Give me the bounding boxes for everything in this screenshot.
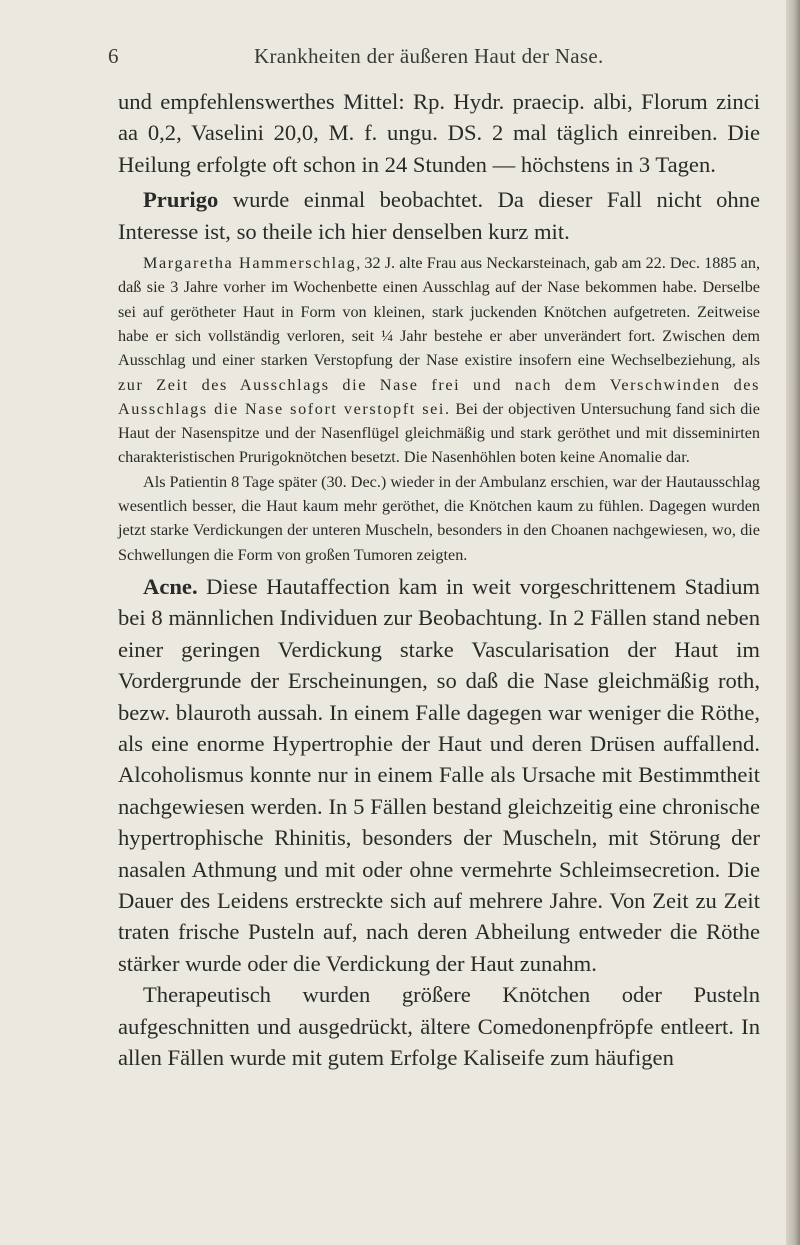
case-text-b: Bei der objectiven Untersuchung fand sich die Haut der Nasenspitze und der Nasenflügel gleichmäßig und stark geröthet und mit disseminirten charakteristischen Prurigoknötchen besetzt. Die Nasenhöhlen boten keine Anomalie dar. (118, 399, 760, 467)
page-number: 6 (108, 44, 119, 68)
patient-name: Margaretha Hammerschlag (143, 254, 357, 273)
paragraph-acne (118, 571, 760, 979)
page-body (118, 86, 760, 1073)
term-acne: Acne. (143, 573, 198, 599)
paragraph-therapy-continuation: und empfehlenswerthes Mittel: Rp. Hydr. praecip. albi, Florum zinci aa 0,2, Vaselini 20,0, M. f. ungu. DS. 2 mal täglich einreiben. Die Heilung erfolgte oft schon in 24 Stunden — höchstens in 3 Tagen. (118, 89, 760, 177)
paragraph-followup: Als Patientin 8 Tage später (30. Dec.) wieder in der Ambulanz erschien, war der Hautausschlag wesentlich besser, die Haut kaum mehr geröthet, die Knötchen kaum zu fühlen. Dagegen wurden jetzt starke Verdickungen der unteren Muscheln, besonders in den Choanen nachgewiesen, wo, die Schwellungen die Form von großen Tumoren zeigten. (118, 472, 760, 564)
running-title: Krankheiten der äußeren Haut der Nase. (254, 44, 604, 68)
acne-text: Diese Hautaffection kam in weit vorgeschrittenem Stadium bei 8 männlichen Individuen zur Beobachtung. In 2 Fällen stand neben einer geringen Verdickung starke Vascularisation der Haut im Vordergrunde der Erscheinungen, so daß die Nase gleichmäßig roth, bezw. blauroth aussah. In einem Falle dagegen war weniger die Röthe, als eine enorme Hypertrophie der Haut und deren Drüsen auffallend. Alcoholismus konnte nur in einem Falle als Ursache mit Bestimmtheit nachgewiesen werden. In 5 Fällen bestand gleichzeitig eine chronische hypertrophische Rhinitis, besonders der Muscheln, mit Störung der nasalen Athmung und mit oder ohne vermehrte Schleimsecretion. Die Dauer des Leidens erstreckte sich auf mehrere Jahre. Von Zeit zu Zeit traten frische Pusteln auf, nach deren Abheilung entweder die Röthe stärker wurde oder die Verdickung der Haut zunahm. (118, 573, 760, 976)
page-header (0, 44, 786, 74)
paragraph-prurigo (118, 184, 760, 247)
case-text-emphasis: zur Zeit des Ausschlags die Nase frei und nach dem Verschwinden des Ausschlags die Nase sofort verstopft sei. (118, 375, 760, 418)
prurigo-text: wurde einmal beobachtet. Da dieser Fall nicht ohne Interesse ist, so theile ich hier denselben kurz mit. (118, 187, 760, 244)
page-edge-shadow (786, 0, 800, 1245)
case-text-a: , 32 J. alte Frau aus Neckarsteinach, gab am 22. Dec. 1885 an, daß sie 3 Jahre vorher im Wochenbette einen Ausschlag auf der Nase bekommen habe. Derselbe sei auf gerötheter Haut in Form von kleinen, stark juckenden Knötchen aufgetreten. Zeitweise habe er sich vollständig verloren, seit ¼ Jahr bestehe er aber unverändert fort. Zwischen dem Ausschlag und einer starken Verstopfung der Nase existire insofern eine Wechselbeziehung, als (118, 254, 761, 370)
paragraph-case-report (118, 251, 760, 470)
term-prurigo: Prurigo (143, 187, 219, 213)
paragraph-therapy: Therapeutisch wurden größere Knötchen oder Pusteln aufgeschnitten und ausgedrückt, ältere Comedonenpfröpfe entleert. In allen Fällen wurde mit gutem Erfolge Kaliseife zum häufigen (118, 982, 760, 1070)
